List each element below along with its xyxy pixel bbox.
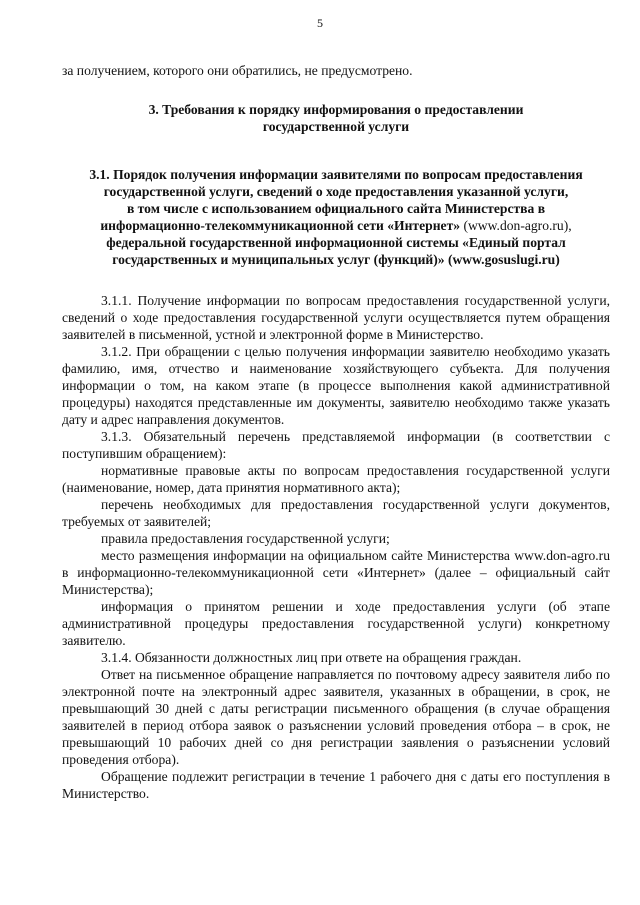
subsection-heading-line-4-bold: информационно-телекоммуникационной сети «Интернет»	[100, 218, 461, 233]
paragraph-3-1-4: 3.1.4. Обязанности должностных лиц при ответе на обращения граждан.	[101, 650, 522, 665]
subsection-heading-line-6: государственных и муниципальных услуг (функций)» (www.gosuslugi.ru)	[112, 252, 560, 267]
list-item-decision-info: информация о принятом решении и ходе предоставления услуги (об этапе административной процедуры предоставления государственной услуги) конкретному заявителю.	[62, 599, 610, 648]
paragraph-registration: Обращение подлежит регистрации в течение 1 рабочего дня с даты его поступления в Министерство.	[62, 769, 610, 801]
list-item-rules: правила предоставления государственной услуги;	[101, 531, 390, 546]
subsection-heading-line-1: 3.1. Порядок получения информации заявителями по вопросам предоставления	[89, 167, 583, 182]
list-item-website: место размещения информации на официальном сайте Министерства www.don-agro.ru в информационно-телекоммуникационной сети «Интернет» (далее – официальный сайт Министерства);	[62, 548, 610, 597]
subsection-heading-line-2: государственной услуги, сведений о ходе предоставления указанной услуги,	[103, 184, 569, 199]
page-number: 5	[317, 16, 323, 30]
list-item-legal-acts: нормативные правовые акты по вопросам предоставления государственной услуги (наименование, номер, дата принятия нормативного акта);	[62, 463, 610, 495]
paragraph-3-1-1: 3.1.1. Получение информации по вопросам предоставления государственной услуги, сведений о ходе предоставления государственной услуги осуществляется путем обращения заявителей в письменной, устной и электронной форме в Министерство.	[62, 293, 610, 342]
subsection-heading-line-5: федеральной государственной информационной системы «Единый портал	[106, 235, 566, 250]
intro-line: за получением, которого они обратились, не предусмотрено.	[62, 63, 413, 78]
subsection-heading	[62, 166, 610, 268]
paragraph-3-1-3: 3.1.3. Обязательный перечень представляемой информации (в соответствии с поступившим обращением):	[62, 429, 610, 461]
document-body	[62, 62, 610, 802]
paragraph-3-1-2: 3.1.2. При обращении с целью получения информации заявителю необходимо указать фамилию, имя, отчество и наименование хозяйствующего субъекта. Для получения информации о том, на каком этапе (в процессе выполнения какой административной процедуры) находятся представленные им документы, заявителю необходимо также указать дату и адрес направления документов.	[62, 344, 610, 427]
list-item-documents: перечень необходимых для предоставления государственной услуги документов, требуемых от заявителей;	[62, 497, 610, 529]
subsection-heading-line-4	[62, 217, 610, 234]
paragraph-response: Ответ на письменное обращение направляется по почтовому адресу заявителя либо по электронной почте на электронный адрес заявителя, указанных в обращении, в срок, не превышающий 30 дней с даты регистрации письменного обращения (в случае обращения заявителей в период отбора заявок о разъяснении условий проведения отбора – в срок, не превышающий 10 рабочих дней со дня регистрации заявления о разъяснении условий проведения отбора).	[62, 667, 610, 767]
subsection-heading-line-3: в том числе с использованием официального сайта Министерства в	[126, 201, 546, 216]
section-heading-line-2: государственной услуги	[262, 119, 410, 134]
section-heading	[62, 101, 610, 135]
section-heading-line-1: 3. Требования к порядку информирования о предоставлении	[148, 102, 524, 117]
subsection-heading-url: (www.don-agro.ru),	[460, 218, 572, 233]
